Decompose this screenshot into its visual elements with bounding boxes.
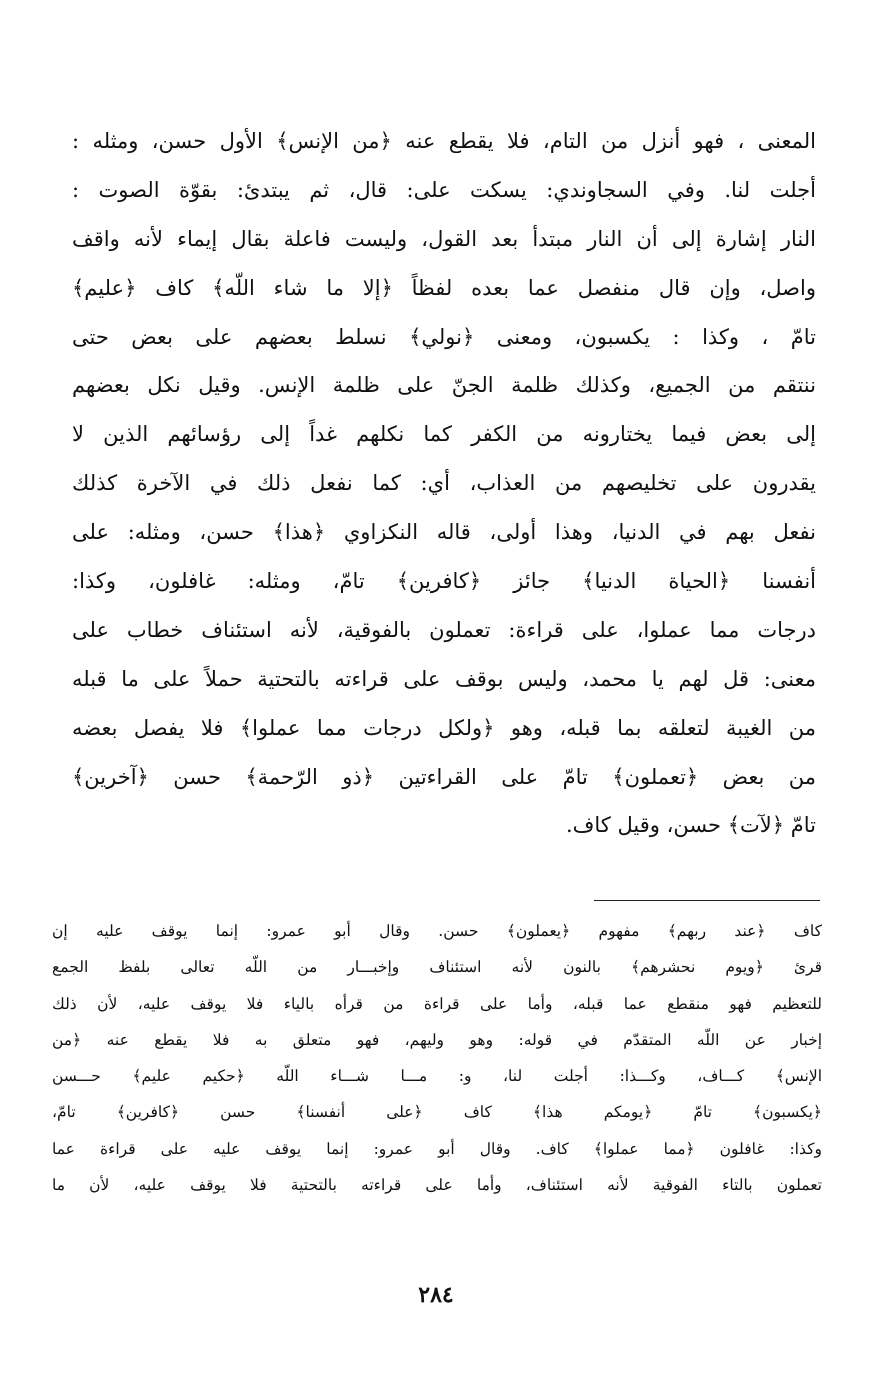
main-text-line-7: إلى بعض فيما يختارونه من الكفر كما نكلهم غداً إلى رؤسائهم الذين لا: [72, 422, 816, 447]
footnote-line-2: قرئ ﴿ويوم نحشرهم﴾ بالنون لأنه استئناف وإخبـــار من اللّه تعالى بلفظ الجمع: [52, 958, 822, 977]
footnote-block: [52, 913, 822, 1203]
main-text-line-1: المعنى ، فهو أنزل من التام، فلا يقطع عنه ﴿من الإنس﴾ الأول حسن، ومثله :: [72, 129, 816, 153]
main-text-line-10: أنفسنا ﴿الحياة الدنيا﴾ جائز ﴿كافرين﴾ تامّ، ومثله: غافلون، وكذا:: [72, 569, 816, 594]
footnote-line-1: كاف ﴿عند ربهم﴾ مفهوم ﴿يعملون﴾ حسن. وقال أبو عمرو: إنما يوقف عليه إن: [52, 922, 822, 940]
main-text-line-6: ننتقم من الجميع، وكذلك ظلمة الجنّ على ظلمة الإنس. وقيل نكل بعضهم: [72, 373, 816, 398]
main-text-line-9: نفعل بهم في الدنيا، وهذا أولى، قاله النكزاوي ﴿هذا﴾ حسن، ومثله: على: [72, 520, 816, 545]
footnote-separator: [594, 900, 820, 901]
main-text-line-13: من الغيبة لتعلقه بما قبله، وهو ﴿ولكل درجات مما عملوا﴾ فلا يفصل بعضه: [72, 715, 816, 740]
main-text-block: [72, 117, 816, 850]
main-text-line-5: تامّ ، وكذا : يكسبون، ومعنى ﴿نولي﴾ نسلط بعضهم على بعض حتى: [72, 324, 816, 349]
main-text-line-14: من بعض ﴿تعملون﴾ تامّ على القراءتين ﴿ذو الرّحمة﴾ حسن ﴿آخرين﴾: [72, 764, 816, 789]
main-text-line-8: يقدرون على تخليصهم من العذاب، أي: كما نفعل ذلك في الآخرة كذلك: [72, 471, 816, 496]
page-number: ٢٨٤: [418, 1282, 454, 1308]
main-text-line-11: درجات مما عملوا، على قراءة: تعملون بالفوقية، لأنه استئناف خطاب على: [72, 617, 816, 642]
main-text-line-4: واصل، وإن قال منفصل عما بعده لفظاً ﴿إلا ما شاء اللّه﴾ كاف ﴿عليم﴾: [72, 275, 816, 300]
footnote-line-3: للتعظيم فهو منقطع عما قبله، وأما على قراءة من قرأه بالياء فلا يوقف عليه، لأن ذلك: [52, 994, 822, 1013]
footnote-line-8: تعملون بالتاء الفوقية لأنه استئناف، وأما على قراءته بالتحتية فلا يوقف عليه، لأن ما: [52, 1176, 822, 1195]
footnote-line-5: الإنس﴾ كـــاف، وكـــذا: أجلت لنا، و: مـــا شـــاء اللّه ﴿حكيم عليم﴾ حـــسن: [52, 1067, 822, 1086]
footnote-line-7: وكذا: غافلون ﴿مما عملوا﴾ كاف. وقال أبو عمرو: إنما يوقف عليه على قراءة عما: [52, 1139, 822, 1158]
main-text-line-12: معنى: قل لهم يا محمد، وليس بوقف على قراءته بالتحتية حملاً على ما قبله: [72, 666, 816, 691]
footnote-line-4: إخبار عن اللّه المتقدّم في قوله: وهو وليهم، فهو متعلق به فلا يقطع عنه ﴿من: [52, 1030, 822, 1049]
main-text-line-2: أجلت لنا. وفي السجاوندي: يسكت على: قال، ثم يبتدئ: بقوّة الصوت :: [72, 177, 816, 202]
main-text-line-15: تامّ ﴿لآت﴾ حسن، وقيل كاف.: [565, 813, 816, 838]
main-text-line-3: النار إشارة إلى أن النار مبتدأ بعد القول، وليست فاعلة بقال إيماء لأنه واقف: [72, 226, 816, 251]
footnote-line-6: ﴿يكسبون﴾ تامّ ﴿يومكم هذا﴾ كاف ﴿على أنفسنا﴾ حسن ﴿كافرين﴾ تامّ،: [52, 1103, 822, 1122]
